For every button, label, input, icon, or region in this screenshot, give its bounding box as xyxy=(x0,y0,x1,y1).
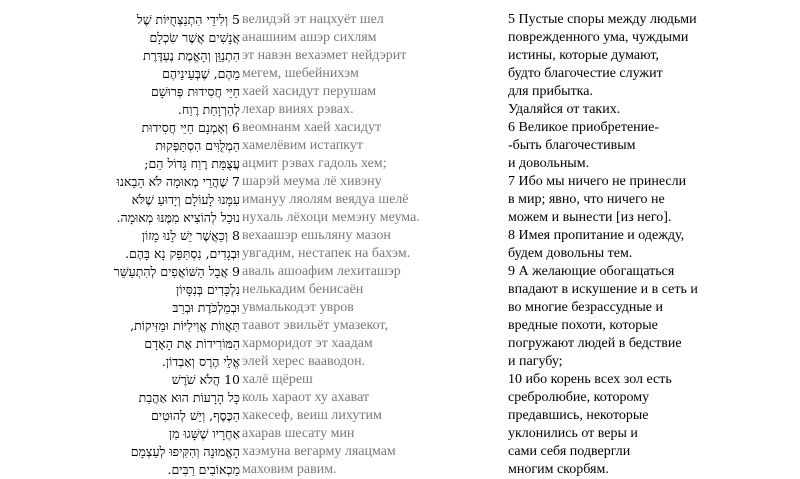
hebrew-line: הָאֱמוּנָה וְהִקִּיפוּ לְעַצְמָם xyxy=(130,444,240,459)
transliteration-line: маховим равим. xyxy=(242,462,337,477)
transliteration-line: харморидот эт хаадам xyxy=(242,336,373,351)
hebrew-column xyxy=(100,11,240,479)
hebrew-line: 7 שֶׁהֲרֵי מְאוּמָה לֹא הֵבֵאנוּ xyxy=(116,174,240,189)
russian-line: истины, которые думают, xyxy=(508,48,659,63)
hebrew-line: אַחֲרָיו שֶׁשָּׁגוּ מִן xyxy=(168,426,240,441)
hebrew-line: הַמּוֹרִידוֹת אֶת הָאָדָם xyxy=(144,336,240,351)
hebrew-line: 8 וְכַאֲשֶׁר יֵשׁ לָנוּ מָזוֹן xyxy=(141,228,240,243)
hebrew-line: וּבְגָדִים, נִסְתַּפֵּק נָא בָּהֶם. xyxy=(125,246,240,261)
hebrew-line: כָּל הָרָעוֹת הוּא אַהֲבַת xyxy=(138,390,240,405)
transliteration-line: коль хараот ху ахават xyxy=(242,390,370,405)
russian-line: впадают в искушение и в сеть и xyxy=(508,282,698,297)
russian-line: 7 Ибо мы ничего не принесли xyxy=(508,174,687,189)
russian-line: в мир; явно, что ничего не xyxy=(508,192,665,207)
hebrew-line: אֲנָשִׁים אֲשֶׁר שִׂכְלָם xyxy=(149,30,240,45)
transliteration-line: хакесеф, веиш лихутим xyxy=(242,408,382,423)
russian-line: -быть благочестивым xyxy=(508,138,636,153)
transliteration-line: хаей хасидут перушам xyxy=(242,84,377,99)
hebrew-line: נוּכַל לְהוֹצִיא מִמֶּנּוּ מְאוּמָה. xyxy=(116,210,240,225)
russian-line: 6 Великое приобретение- xyxy=(508,120,660,135)
hebrew-line: עֲצֻמַּת רֶוַח גָּדוֹל הֵם; xyxy=(144,156,240,171)
transliteration-line: таавот эвильёт умазекот, xyxy=(242,318,388,333)
hebrew-line: וּבְמַלְכֹּדֶת וּבְרַבּ xyxy=(172,300,240,315)
hebrew-line: 5 וְלִידֵי הִתְנַצְּחֻיּוֹת שֶׁל xyxy=(136,12,240,27)
russian-line: можем и вынести [из него]. xyxy=(508,210,672,225)
transliteration-line: нелькадим бенисаён xyxy=(242,282,364,297)
russian-line: во многие безрассудные и xyxy=(508,300,663,315)
hebrew-line: הִתְנַוֵּן וְהָאֱמֶת נֶעְדֶּרֶת xyxy=(142,48,240,63)
transliteration-line: шарэй меума лё хивэну xyxy=(242,174,382,189)
russian-line: 9 А желающие обогащаться xyxy=(508,264,675,279)
transliteration-line: элей херес вааводон. xyxy=(242,354,366,369)
transliteration-column xyxy=(242,11,447,479)
russian-line: многим скорбям. xyxy=(508,462,609,477)
russian-line: предавшись, некоторые xyxy=(508,408,649,423)
hebrew-line: 6 וְאָמְנָם חַיֵּי חֲסִידוּת xyxy=(141,120,240,135)
russian-line: сами себя подвергли xyxy=(508,444,631,459)
transliteration-line: ахарав шесату мин xyxy=(242,426,355,441)
transliteration-line: эт навэн вехаэмет нейдэрит xyxy=(242,48,407,63)
transliteration-line: хамелёвим истапкут xyxy=(242,138,364,153)
transliteration-line: лехар вииях рэвах. xyxy=(242,102,354,117)
russian-line: будем довольны тем. xyxy=(508,246,633,261)
hebrew-line: עִמָּנוּ לָעוֹלָם וְיָדוּעַ שֶׁלֹּא xyxy=(131,192,240,207)
transliteration-line: аваль ашоафим лехиташэр xyxy=(242,264,401,279)
transliteration-line: мегем, шебейнихэм xyxy=(242,66,359,81)
russian-line: и довольным. xyxy=(508,156,590,171)
russian-line: погружают людей в бедствие xyxy=(508,336,682,351)
hebrew-line: אֱלֵי הֶרֶס וְאַבְדוֹן. xyxy=(161,354,240,369)
transliteration-line: веомнанм хаей хасидут xyxy=(242,120,382,135)
russian-line: поврежденного ума, чуждыми xyxy=(508,30,689,45)
russian-line: для прибытка. xyxy=(508,84,593,99)
hebrew-line: הַכֶּסֶף, וְיֵשׁ לְהוּטִים xyxy=(151,408,240,423)
hebrew-line: 10 הֲלֹא שֹׁרֶשׁ xyxy=(171,372,240,387)
russian-line: и пагубу; xyxy=(508,354,563,369)
transliteration-line: хаэмуна вегарму ляацмам xyxy=(242,444,396,459)
russian-line: 5 Пустые споры между людьми xyxy=(508,12,697,27)
transliteration-line: ацмит рэвах гадоль хем; xyxy=(242,156,387,171)
russian-line: вредные похоти, которые xyxy=(508,318,658,333)
hebrew-line: חַיֵּי חֲסִידוּת פְּרוּשָׁם xyxy=(150,84,240,99)
hebrew-line: 9 אֲבָל הַשּׁוֹאֲפִים לְהִתְעַשֵּׁר xyxy=(113,264,240,279)
russian-line: уклонились от веры и xyxy=(508,426,638,441)
russian-line: 10 ибо корень всех зол есть xyxy=(508,372,672,387)
transliteration-line: нухаль лёхоци мемэну меума. xyxy=(242,210,420,225)
transliteration-line: велидэй эт нацхуёт шел xyxy=(242,12,384,27)
transliteration-line: имануу ляолям веядуа шелё xyxy=(242,192,409,207)
transliteration-line: вехаашэр ешьляну мазон xyxy=(242,228,391,243)
russian-line: будто благочестие служит xyxy=(508,66,663,81)
hebrew-line: לְהַרְוָחַת רֶוַח. xyxy=(177,102,240,117)
russian-line: Удаляйся от таких. xyxy=(508,102,621,117)
transliteration-line: увгадим, нестапек на бахэм. xyxy=(242,246,411,261)
hebrew-line: מֵהֶם, שֶׁבְּעֵינֵיהֶם xyxy=(162,66,240,81)
transliteration-line: анашиим ашэр сихлям xyxy=(242,30,377,45)
russian-line: сребролюбие, которому xyxy=(508,390,650,405)
hebrew-line: נִלְכָּדִים בְּנִסָּיוֹן xyxy=(176,282,240,297)
hebrew-line: הַמְלֻוִּים הִסְתַּפְּקוּת xyxy=(155,138,240,153)
russian-column xyxy=(508,11,796,479)
transliteration-line: увмалькодэт увров xyxy=(242,300,354,315)
transliteration-line: халё щёреш xyxy=(242,372,313,387)
hebrew-line: תַּאֲווֹת אֱוִילִיּוֹת וּמַזִּיקוֹת, xyxy=(130,318,240,333)
hebrew-line: מַכְאוֹבִים רַבִּים. xyxy=(167,462,240,477)
russian-line: 8 Имея пропитание и одежду, xyxy=(508,228,685,243)
